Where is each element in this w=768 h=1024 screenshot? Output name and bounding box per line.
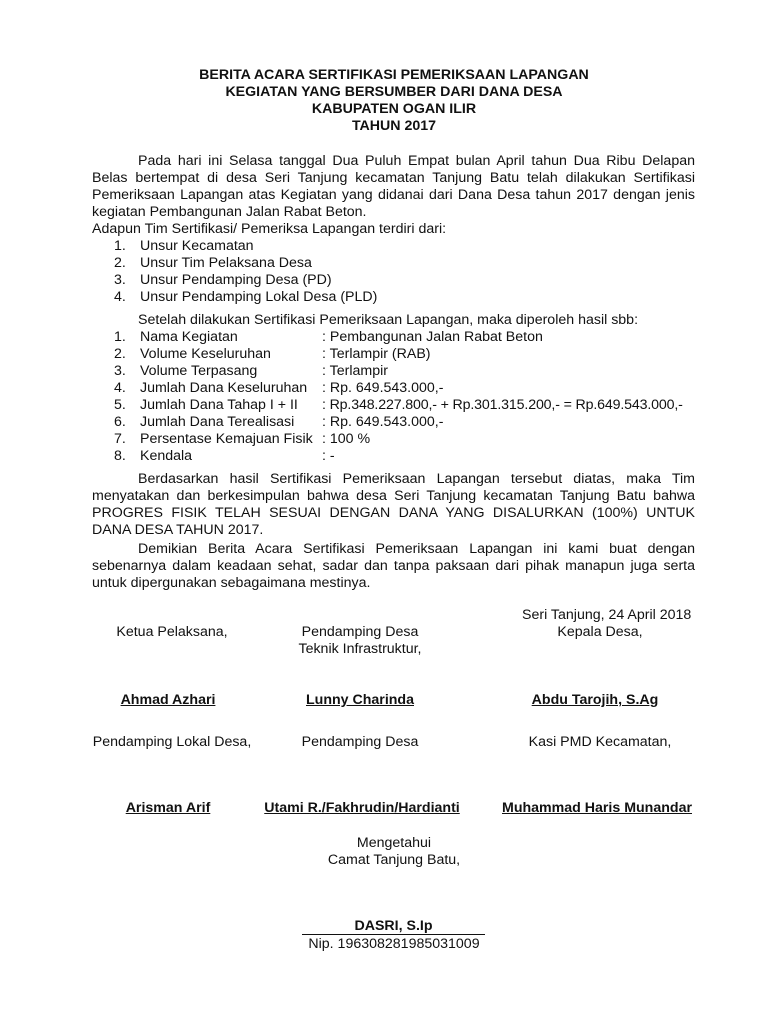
signature-role: Pendamping Lokal Desa, — [92, 734, 252, 750]
place-date: Seri Tanjung, 24 April 2018 — [522, 607, 692, 623]
signature-role: Pendamping Desa — [301, 624, 419, 640]
result-item-label: Jumlah Dana Terealisasi — [140, 414, 295, 430]
team-item-number: 2. — [114, 255, 126, 271]
conclusion-line-3: PROGRES FISIK TELAH SESUAI DENGAN DANA YANG DISALURKAN (100%) UNTUK — [92, 505, 695, 521]
document-title-line-4: TAHUN 2017 — [351, 118, 437, 134]
closing-line-3: untuk dipergunakan sebagaimana mestinya. — [92, 575, 371, 591]
signature-name: Utami R./Fakhrudin/Hardianti — [264, 800, 460, 816]
signature-role: Ketua Pelaksana, — [116, 624, 228, 640]
intro-line-2: Belas bertempat di desa Seri Tanjung kecamatan Tanjung Batu telah dilakukan Sertifikasi — [92, 170, 695, 186]
result-item-value: : Rp. 649.543.000,- — [322, 380, 444, 396]
final-signature-name: DASRI, S.Ip — [302, 918, 485, 935]
team-item: Unsur Kecamatan — [140, 238, 254, 254]
result-item-number: 6. — [114, 414, 126, 430]
signature-name: Ahmad Azhari — [120, 692, 216, 708]
signature-role: Kasi PMD Kecamatan, — [528, 734, 672, 750]
result-item-value: : Rp.348.227.800,- + Rp.301.315.200,- = Rp.649.543.000,- — [322, 397, 683, 413]
result-item-value: : Terlampir — [322, 363, 388, 379]
result-item-number: 5. — [114, 397, 126, 413]
result-item-value: : Terlampir (RAB) — [322, 346, 431, 362]
final-signature-nip: Nip. 196308281985031009 — [308, 936, 480, 952]
result-item-value: : Pembangunan Jalan Rabat Beton — [322, 329, 543, 345]
signature-name: Muhammad Haris Munandar — [502, 800, 692, 816]
team-item: Unsur Tim Pelaksana Desa — [140, 255, 312, 271]
signature-role: Pendamping Desa — [301, 734, 419, 750]
team-item-number: 1. — [114, 238, 126, 254]
conclusion-line-4: DANA DESA TAHUN 2017. — [92, 522, 264, 538]
result-item-value: : Rp. 649.543.000,- — [322, 414, 444, 430]
result-item-label: Nama Kegiatan — [140, 329, 238, 345]
result-item-value: : - — [322, 448, 335, 464]
result-item-label: Jumlah Dana Tahap I + II — [140, 397, 298, 413]
document-title-line-2: KEGIATAN YANG BERSUMBER DARI DANA DESA — [225, 84, 563, 100]
result-item-label: Persentase Kemajuan Fisik — [140, 431, 313, 447]
document-title-line-1: BERITA ACARA SERTIFIKASI PEMERIKSAAN LAPANGAN — [199, 67, 589, 83]
signature-name: Lunny Charinda — [306, 692, 414, 708]
result-item-number: 1. — [114, 329, 126, 345]
document-title-line-3: KABUPATEN OGAN ILIR — [311, 101, 477, 117]
signature-name: Arisman Arif — [125, 800, 211, 816]
team-item: Unsur Pendamping Lokal Desa (PLD) — [140, 289, 378, 305]
team-intro: Adapun Tim Sertifikasi/ Pemeriksa Lapangan terdiri dari: — [92, 221, 447, 237]
result-item-number: 3. — [114, 363, 126, 379]
signature-role: Kepala Desa, — [557, 624, 643, 640]
result-item-number: 4. — [114, 380, 126, 396]
team-item-number: 4. — [114, 289, 126, 305]
result-item-number: 2. — [114, 346, 126, 362]
acknowledge-role: Camat Tanjung Batu, — [327, 852, 461, 868]
conclusion-line-1: Berdasarkan hasil Sertifikasi Pemeriksaan Lapangan tersebut diatas, maka Tim — [138, 471, 695, 487]
intro-line-3: Pemeriksaan Lapangan atas Kegiatan yang didanai dari Dana Desa tahun 2017 dengan jenis — [92, 187, 695, 203]
results-intro: Setelah dilakukan Sertifikasi Pemeriksaan Lapangan, maka diperoleh hasil sbb: — [138, 312, 639, 328]
result-item-label: Kendala — [140, 448, 193, 464]
closing-line-2: sebenarnya dalam keadaan sehat, sadar dan tanpa paksaan dari pihak manapun juga serta — [92, 558, 695, 574]
team-item: Unsur Pendamping Desa (PD) — [140, 272, 332, 288]
conclusion-line-2: menyatakan dan berkesimpulan bahwa desa Seri Tanjung kecamatan Tanjung Batu bahwa — [92, 488, 695, 504]
team-item-number: 3. — [114, 272, 126, 288]
signature-role-line-2: Teknik Infrastruktur, — [298, 641, 422, 657]
result-item-number: 8. — [114, 448, 126, 464]
result-item-label: Jumlah Dana Keseluruhan — [140, 380, 308, 396]
signature-name: Abdu Tarojih, S.Ag — [531, 692, 659, 708]
intro-line-4: kegiatan Pembangunan Jalan Rabat Beton. — [92, 204, 367, 220]
acknowledge-label: Mengetahui — [356, 835, 432, 851]
closing-line-1: Demikian Berita Acara Sertifikasi Pemeriksaan Lapangan ini kami buat dengan — [138, 541, 695, 557]
result-item-label: Volume Keseluruhan — [140, 346, 271, 362]
result-item-number: 7. — [114, 431, 126, 447]
result-item-value: : 100 % — [322, 431, 371, 447]
intro-line-1: Pada hari ini Selasa tanggal Dua Puluh Empat bulan April tahun Dua Ribu Delapan — [138, 153, 695, 169]
result-item-label: Volume Terpasang — [140, 363, 258, 379]
